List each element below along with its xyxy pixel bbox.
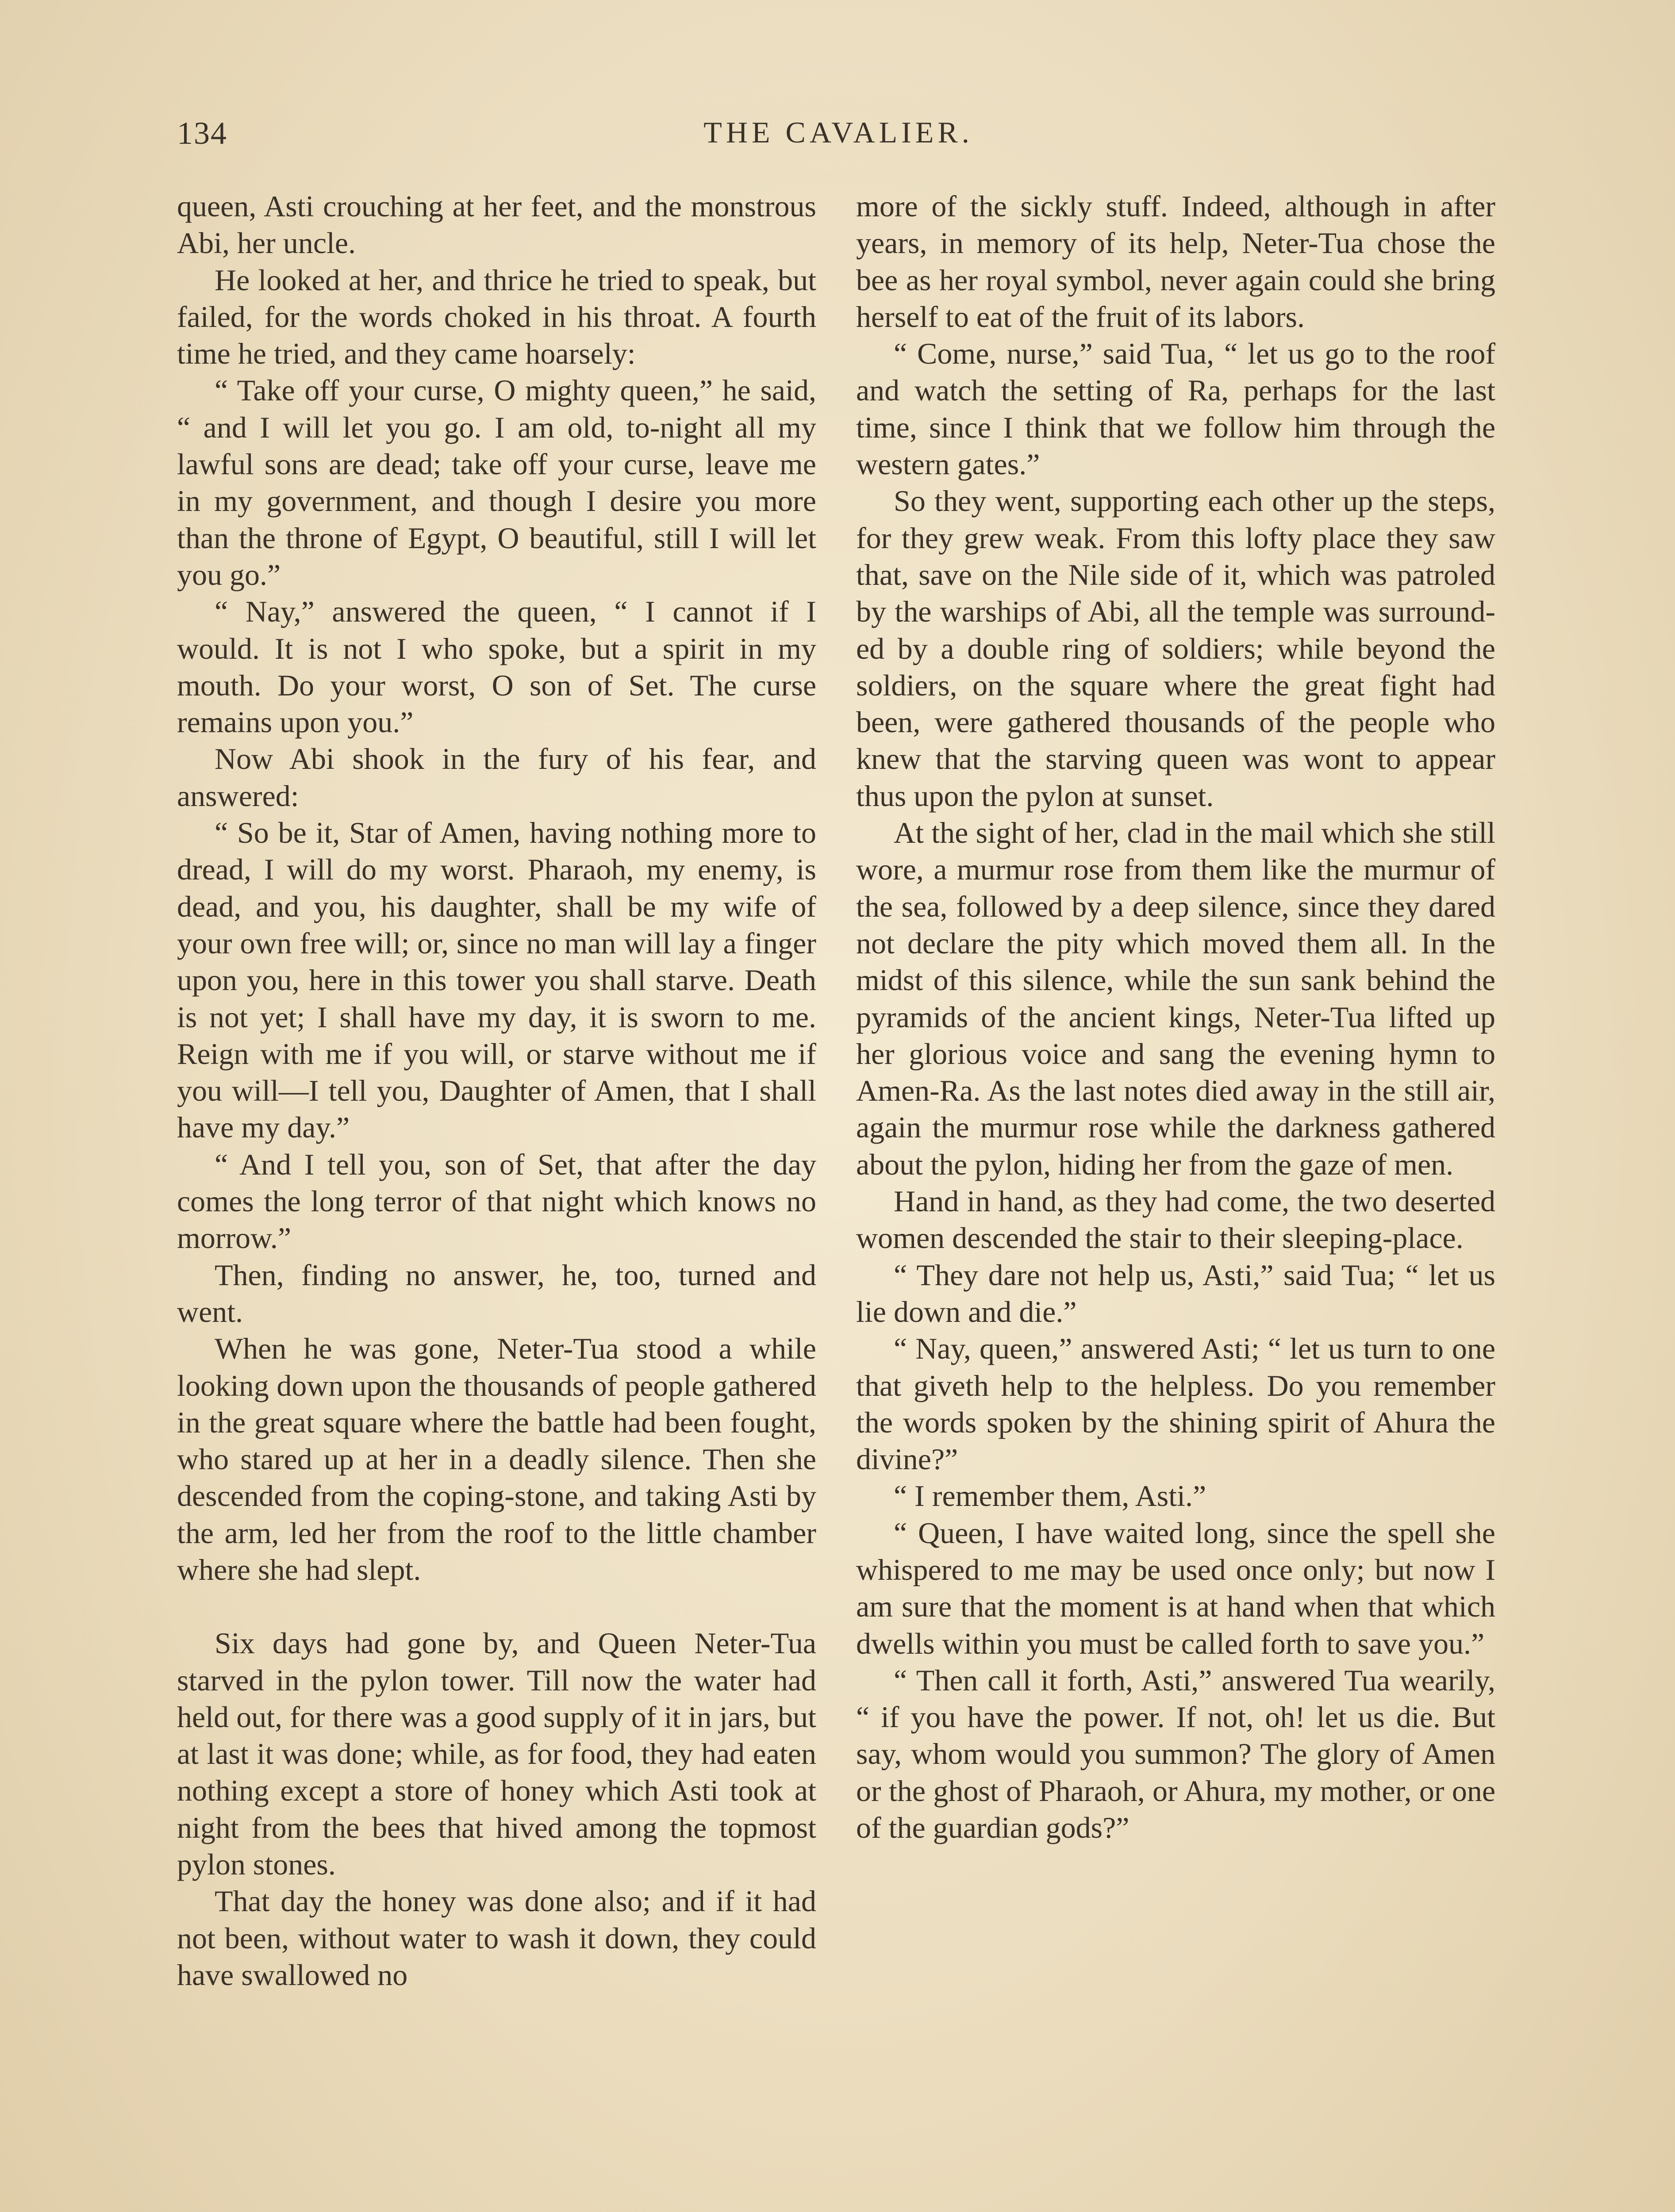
paragraph: That day the honey was done also; and if it had not been, without water to wash it down, they could have swallowed no — [177, 1884, 816, 1992]
paragraph: “ So be it, Star of Amen, having nothing more to dread, I will do my worst. Pharaoh, my enemy, is dead, and you, his daughter, shall be my wife of your own free will; or, since no man will lay a finger upon you, here in this tower you shall starve. Death is not yet; I shall have my day, it is sworn to me. Reign with me if you will, or starve without me if you will—I tell you, Daughter of Amen, that I shall have my day.” — [177, 816, 816, 1144]
paragraph: Now Abi shook in the fury of his fear, and answered: — [177, 742, 816, 813]
paragraph: “ I remember them, Asti.” — [894, 1479, 1206, 1513]
paragraph: “ And I tell you, son of Set, that after the day comes the long terror of that night which knows no morrow.” — [177, 1147, 816, 1255]
right-column — [856, 188, 1495, 1846]
paragraph: So they went, supporting each other up the steps, for they grew weak. From this lofty place they saw that, save on the Nile side of it, which was patroled by the warships of Abi, all the temple was surrounded by a double ring of soldiers; while beyond the soldiers, on the square where the great fight had been, were gathered thousands of the people who knew that the starving queen was wont to appear thus upon the pylon at sunset. — [856, 484, 1495, 813]
paragraph: He looked at her, and thrice he tried to speak, but failed, for the words choked in his throat. A fourth time he tried, and they came hoarsely: — [177, 263, 816, 371]
paragraph: “ Come, nurse,” said Tua, “ let us go to the roof and watch the setting of Ra, perhaps for the last time, since I think that we follow him through the western gates.” — [856, 337, 1495, 481]
paragraph: “ Nay,” answered the queen, “ I cannot if I would. It is not I who spoke, but a spirit in my mouth. Do your worst, O son of Set. The curse remains upon you.” — [177, 595, 816, 739]
paragraph: Hand in hand, as they had come, the two deserted women descended the stair to their sleeping-place. — [856, 1184, 1495, 1255]
paragraph: “ Nay, queen,” answered Asti; “ let us turn to one that giveth help to the helpless. Do you remember the words spoken by the shining spirit of Ahura the divine?” — [856, 1332, 1495, 1476]
paragraph: more of the sickly stuff. Indeed, although in after years, in memory of its help, Neter-Tua chose the bee as her royal symbol, never again could she bring herself to eat of the fruit of its labors. — [856, 189, 1495, 334]
paragraph: Then, finding no answer, he, too, turned and went. — [177, 1258, 816, 1329]
paragraph: “ Then call it forth, Asti,” answered Tua wearily, “ if you have the power. If not, oh! let us die. But say, whom would you summon? The glory of Amen or the ghost of Pharaoh, or Ahura, my mother, or one of the guardian gods?” — [856, 1663, 1495, 1845]
paragraph: “ They dare not help us, Asti,” said Tua; “ let us lie down and die.” — [856, 1258, 1495, 1329]
paragraph: At the sight of her, clad in the mail which she still wore, a murmur rose from them like the murmur of the sea, followed by a deep silence, since they dared not declare the pity which moved them all. In the midst of this silence, while the sun sank behind the pyramids of the ancient kings, Neter-Tua lifted up her glorious voice and sang the evening hymn to Amen-Ra. As the last notes died away in the still air, again the murmur rose while the darkness gathered about the pylon, hiding her from the gaze of men. — [856, 816, 1495, 1181]
paragraph: “ Queen, I have waited long, since the spell she whispered to me may be used once only; but now I am sure that the moment is at hand when that which dwells within you must be called forth to save you.” — [856, 1516, 1495, 1660]
paragraph: When he was gone, Neter-Tua stood a while looking down upon the thousands of people gathered in the great square where the battle had been fought, who stared up at her in a deadly silence. Then she descended from the coping-stone, and taking Asti by the arm, led her from the roof to the little chamber where she had slept. — [177, 1332, 816, 1586]
page-number: 134 — [177, 115, 227, 151]
left-column — [177, 188, 816, 1993]
paragraph: Six days had gone by, and Queen Neter-Tua starved in the pylon tower. Till now the water had held out, for there was a good supply of it in jars, but at last it was done; while, as for food, they had eaten nothing except a store of honey which Asti took at night from the bees that hived among the topmost pylon stones. — [177, 1626, 816, 1882]
running-title: THE CAVALIER. — [703, 115, 973, 149]
paragraph: “ Take off your curse, O mighty queen,” he said, “ and I will let you go. I am old, to-night all my lawful sons are dead; take off your curse, leave me in my government, and though I desire you more than the throne of Egypt, O beautiful, still I will let you go.” — [177, 373, 816, 591]
paragraph: queen, Asti crouching at her feet, and the monstrous Abi, her uncle. — [177, 189, 816, 260]
page-header — [177, 115, 1500, 159]
